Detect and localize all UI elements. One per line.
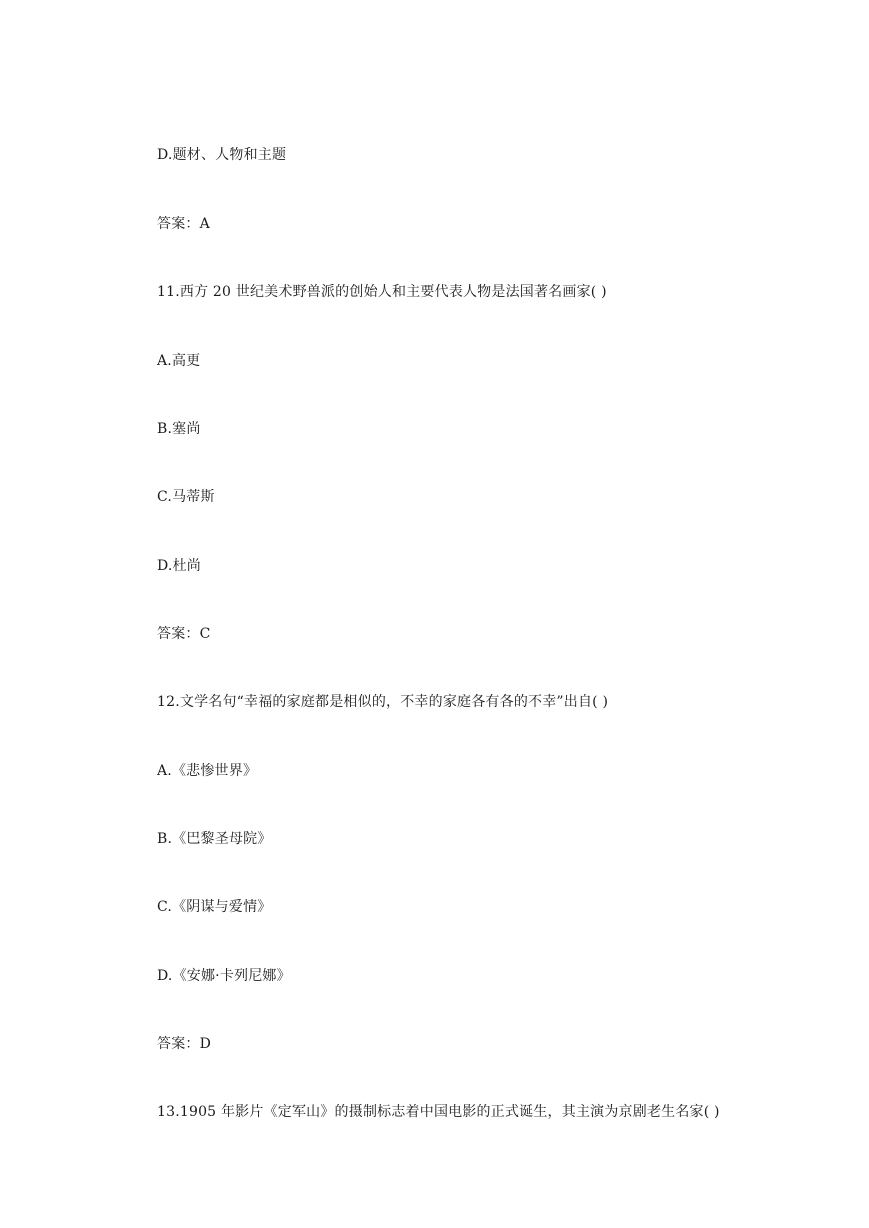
option-b-q11: B.塞尚	[157, 421, 201, 437]
option-a-q11: A.高更	[157, 353, 201, 369]
option-c-q11: C.马蒂斯	[157, 489, 215, 505]
option-d-q11: D.杜尚	[157, 558, 201, 574]
option-b-q12: B.《巴黎圣母院》	[157, 831, 272, 847]
answer-q11: 答案：C	[157, 626, 211, 642]
option-a-q12: A.《悲惨世界》	[157, 763, 258, 779]
option-d-q10: D.题材、人物和主题	[157, 147, 287, 163]
answer-q12: 答案：D	[157, 1036, 212, 1052]
question-11: 11.西方 20 世纪美术野兽派的创始人和主要代表人物是法国著名画家( )	[157, 284, 607, 300]
option-c-q12: C.《阴谋与爱情》	[157, 899, 272, 915]
question-13: 13.1905 年影片《定军山》的摄制标志着中国电影的正式诞生，其主演为京剧老生名家( )	[157, 1104, 720, 1120]
question-12: 12.文学名句“幸福的家庭都是相似的，不幸的家庭各有各的不幸”出自( )	[157, 694, 609, 710]
answer-q10: 答案：A	[157, 216, 210, 232]
option-d-q12: D.《安娜·卡列尼娜》	[157, 968, 291, 984]
